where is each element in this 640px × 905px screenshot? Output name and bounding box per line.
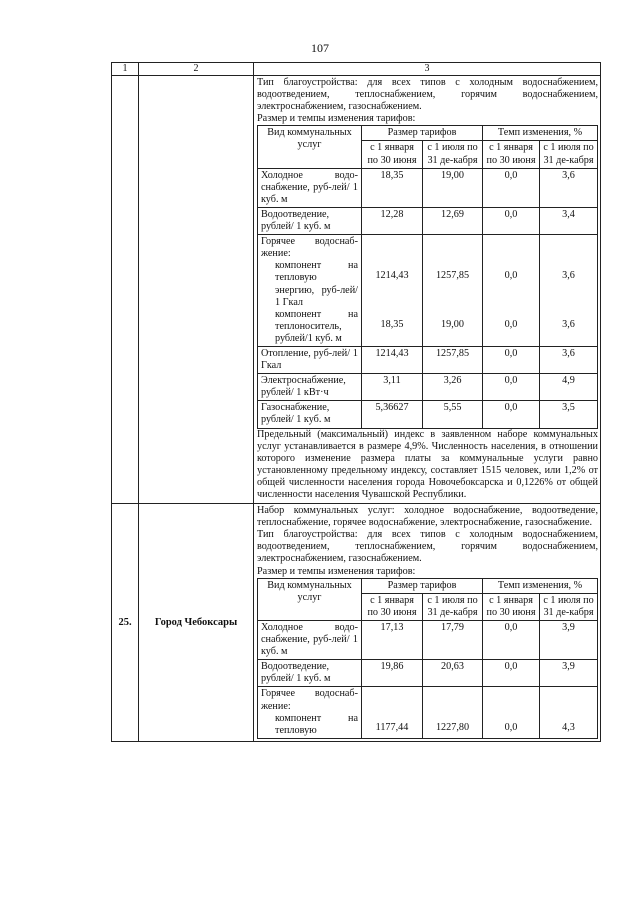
row-cheboksary	[112, 504, 601, 742]
col-size: Размер тарифов	[362, 126, 483, 141]
table-row: Отопление, руб-лей/ 1 Гкал 1214,43 1257,85 0,0 3,6	[258, 346, 598, 373]
index-text: Предельный (максимальный) индекс в заявленном наборе коммунальных услуг устанавливается в размере 4,9%. Численность населения, в отношении которого изменение размера платы за коммунальные услуги равно установленному предельному индексу, составляет 1515 человек, или 1,2% от общей численности населения города Новочебоксарска и 0,1226% от общей численности населения Чувашской Республики.	[257, 428, 598, 500]
gvs-tn-label: компонент на теплоноситель, рублей/1 куб. м	[275, 308, 358, 344]
tariff-table	[257, 125, 598, 428]
col-p2: с 1 июля по 31 де-кабря	[423, 593, 483, 620]
col-p3: с 1 января по 30 июня	[483, 141, 540, 168]
table-row: Холодное водо-снабжение, руб-лей/ 1 куб. м 17,13 17,79 0,0 3,9	[258, 620, 598, 659]
header-col-2: 2	[139, 63, 254, 76]
row-continuation	[112, 76, 601, 504]
tariff-table	[257, 578, 598, 739]
gvs-te-label: компонент на тепловую энергию, руб-лей/ 1 Гкал	[275, 260, 358, 308]
row-city-empty	[139, 76, 254, 504]
page-number: 107	[311, 41, 329, 55]
col-p1: с 1 января по 30 июня	[362, 593, 423, 620]
table-row-gvs: Горячее водоснаб-жение: компонент на тепловую 1177,44 1227,80 0,0 4,3	[258, 687, 598, 738]
razmer-text: Размер и темпы изменения тарифов:	[257, 113, 416, 125]
row-city: Город Чебоксары	[139, 504, 254, 742]
table-row-gvs: Горячее водоснаб-жение: компонент на тепловую энергию, руб-лей/ 1 Гкал компонент на теплоноситель, рублей/1 куб. м 1214,43 18,35 1257,85 19,00 0,0 0,0 3,6 3,6	[258, 235, 598, 347]
row-number-empty	[112, 76, 139, 504]
col-temp: Темп изменения, %	[483, 578, 598, 593]
col-p2: с 1 июля по 31 де-кабря	[423, 141, 483, 168]
col-vid: Вид коммунальных услуг	[258, 578, 362, 620]
header-col-1: 1	[112, 63, 139, 76]
table-row: Газоснабжение, рублей/ 1 куб. м 5,36627 5,55 0,0 3,5	[258, 401, 598, 428]
table-row: Водоотведение, рублей/ 1 куб. м 12,28 12,69 0,0 3,4	[258, 207, 598, 234]
razmer-text: Размер и темпы изменения тарифов:	[257, 565, 416, 577]
table-row: Водоотведение, рублей/ 1 куб. м 19,86 20,63 0,0 3,9	[258, 660, 598, 687]
blag-text: Тип благоустройства: для всех типов с холодным водоснабжением, водоотведением, теплоснабжением, горячим водоснабжением, электроснабжением, газоснабжением.	[257, 529, 598, 565]
table-row: Электроснабжение, рублей/ 1 кВт·ч 3,11 3,26 0,0 4,9	[258, 374, 598, 401]
col-p4: с 1 июля по 31 де-кабря	[540, 593, 598, 620]
header-col-3: 3	[254, 63, 601, 76]
col-temp: Темп изменения, %	[483, 126, 598, 141]
gvs-te-label: компонент на тепловую	[275, 712, 358, 736]
gvs-title: Горячее водоснаб-жение:	[261, 688, 358, 712]
col-vid: Вид коммунальных услуг	[258, 126, 362, 168]
table-row: Холодное водо-снабжение, руб-лей/ 1 куб. м 18,35 19,00 0,0 3,6	[258, 168, 598, 207]
blag-text: Тип благоустройства: для всех типов с холодным водоснабжением, водоотведением, теплоснабжением, горячим водоснабжением, электроснабжением, газоснабжением.	[257, 77, 598, 113]
main-table	[111, 62, 601, 742]
header-row	[112, 63, 601, 76]
col-size: Размер тарифов	[362, 578, 483, 593]
row-content	[254, 504, 601, 742]
row-number: 25.	[112, 504, 139, 742]
nabor-text: Набор коммунальных услуг: холодное водоснабжение, водоотведение, теплоснабжение, горячее водоснабжение, электроснабжение, газоснабжение.	[257, 505, 598, 529]
gvs-title: Горячее водоснаб-жение:	[261, 236, 358, 260]
col-p3: с 1 января по 30 июня	[483, 593, 540, 620]
row-content	[254, 76, 601, 504]
col-p1: с 1 января по 30 июня	[362, 141, 423, 168]
col-p4: с 1 июля по 31 де-кабря	[540, 141, 598, 168]
